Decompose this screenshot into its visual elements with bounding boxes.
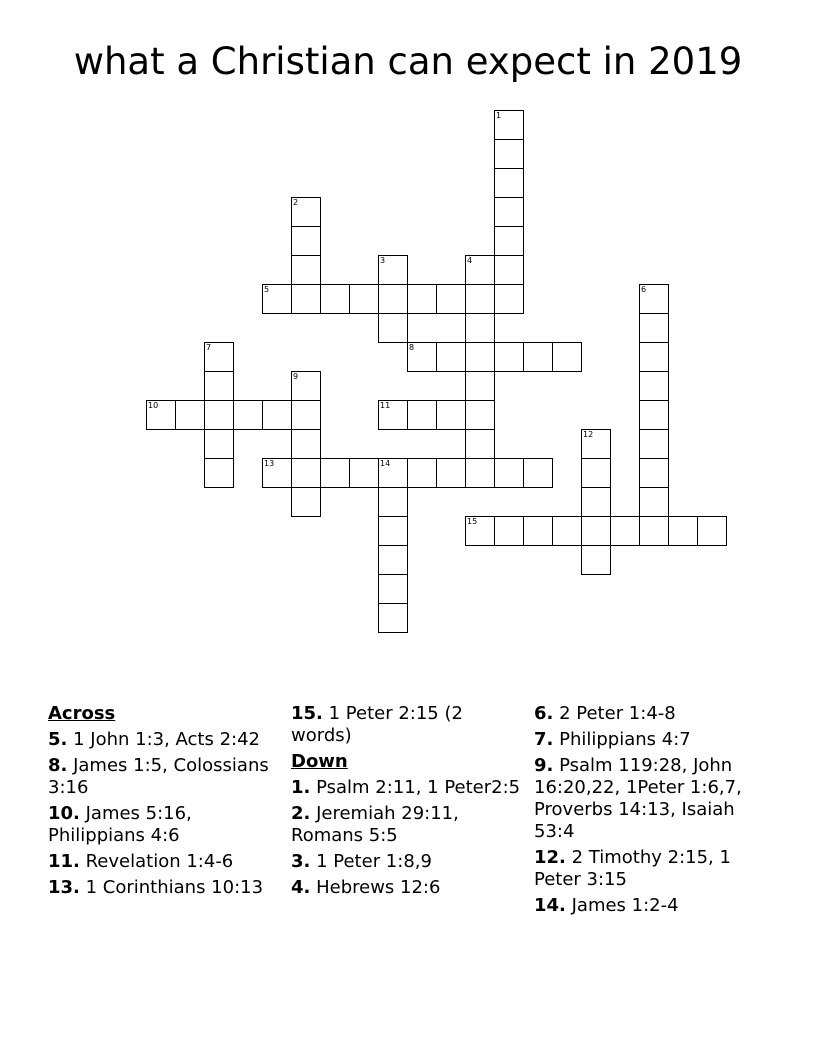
grid-cell[interactable] (378, 574, 408, 604)
clue-item (291, 877, 523, 899)
clue-item (48, 729, 280, 751)
clue-number-label: 6. (534, 703, 554, 724)
clue-number-label: 8. (48, 755, 68, 776)
grid-cell[interactable] (320, 284, 350, 314)
grid-cell[interactable] (262, 400, 292, 430)
grid-cell[interactable] (291, 429, 321, 459)
grid-cell[interactable] (291, 226, 321, 256)
grid-cell[interactable] (581, 516, 611, 546)
grid-cell[interactable] (291, 487, 321, 517)
clue-column-3 (534, 703, 766, 921)
clue-text: James 5:16, Philippians 4:6 (48, 803, 192, 846)
down-clues-continued (534, 703, 766, 917)
grid-cell[interactable] (668, 516, 698, 546)
clue-item (534, 895, 766, 917)
clue-number-label: 12. (534, 847, 566, 868)
clue-number: 14 (380, 459, 391, 468)
grid-cell[interactable] (465, 342, 495, 372)
clue-number: 15 (467, 517, 478, 526)
clue-text: Revelation 1:4-6 (79, 851, 234, 872)
grid-cell[interactable] (465, 371, 495, 401)
grid-cell[interactable] (378, 313, 408, 343)
clue-number-label: 4. (291, 877, 311, 898)
grid-cell-4[interactable] (465, 255, 495, 285)
grid-cell[interactable] (407, 284, 437, 314)
grid-cell[interactable] (523, 458, 553, 488)
clue-text: 2 Peter 1:4-8 (553, 703, 676, 724)
grid-cell-2[interactable] (291, 197, 321, 227)
grid-cell[interactable] (378, 545, 408, 575)
grid-cell[interactable] (494, 458, 524, 488)
clue-number: 9 (293, 372, 299, 381)
down-heading: Down (291, 751, 348, 772)
grid-cell[interactable] (494, 284, 524, 314)
clue-text: 2 Timothy 2:15, 1 Peter 3:15 (534, 847, 731, 890)
grid-cell[interactable] (639, 429, 669, 459)
clue-list (0, 703, 816, 1003)
grid-cell[interactable] (407, 400, 437, 430)
grid-cell[interactable] (581, 487, 611, 517)
clue-column-2 (291, 703, 523, 903)
clue-number: 7 (206, 343, 212, 352)
grid-cell[interactable] (378, 516, 408, 546)
grid-cell[interactable] (204, 458, 234, 488)
grid-cell[interactable] (436, 458, 466, 488)
grid-cell[interactable] (291, 284, 321, 314)
grid-cell-5[interactable] (262, 284, 292, 314)
clue-number: 2 (293, 198, 299, 207)
clue-item (48, 755, 280, 799)
clue-number-label: 2. (291, 803, 311, 824)
clue-number: 13 (264, 459, 275, 468)
grid-cell[interactable] (436, 284, 466, 314)
grid-cell[interactable] (378, 487, 408, 517)
clue-text: 1 Corinthians 10:13 (79, 877, 264, 898)
grid-cell[interactable] (581, 458, 611, 488)
clue-number: 1 (496, 111, 502, 120)
grid-cell[interactable] (552, 342, 582, 372)
grid-cell[interactable] (523, 342, 553, 372)
clue-text: 1 Peter 1:8,9 (310, 851, 432, 872)
grid-cell[interactable] (494, 197, 524, 227)
clue-item (48, 851, 280, 873)
grid-cell[interactable] (639, 342, 669, 372)
clue-number: 8 (409, 343, 415, 352)
clue-number-label: 11. (48, 851, 80, 872)
down-clues (291, 777, 523, 899)
grid-cell-8[interactable] (407, 342, 437, 372)
grid-cell[interactable] (639, 371, 669, 401)
clue-text: Psalm 2:11, 1 Peter2:5 (310, 777, 521, 798)
clue-number: 3 (380, 256, 386, 265)
grid-cell-13[interactable] (262, 458, 292, 488)
clue-number-label: 15. (291, 703, 323, 724)
grid-cell[interactable] (436, 342, 466, 372)
grid-cell[interactable] (378, 284, 408, 314)
grid-cell-3[interactable] (378, 255, 408, 285)
clue-number-label: 14. (534, 895, 566, 916)
clue-item (48, 803, 280, 847)
grid-cell[interactable] (697, 516, 727, 546)
grid-cell[interactable] (494, 168, 524, 198)
clue-number-label: 5. (48, 729, 68, 750)
grid-cell[interactable] (465, 313, 495, 343)
grid-cell[interactable] (639, 458, 669, 488)
grid-cell[interactable] (349, 458, 379, 488)
grid-cell-11[interactable] (378, 400, 408, 430)
clue-column-1 (48, 703, 280, 903)
grid-cell[interactable] (204, 400, 234, 430)
clue-number: 12 (583, 430, 594, 439)
grid-cell[interactable] (639, 487, 669, 517)
grid-cell[interactable] (523, 516, 553, 546)
clue-number: 6 (641, 285, 647, 294)
grid-cell-12[interactable] (581, 429, 611, 459)
clue-number-label: 10. (48, 803, 80, 824)
grid-cell[interactable] (175, 400, 205, 430)
clue-text: Philippians 4:7 (553, 729, 691, 750)
grid-cell[interactable] (320, 458, 350, 488)
clue-item (291, 851, 523, 873)
grid-cell[interactable] (494, 226, 524, 256)
clue-number: 10 (148, 401, 159, 410)
grid-cell[interactable] (378, 603, 408, 633)
grid-cell[interactable] (407, 458, 437, 488)
grid-cell[interactable] (204, 429, 234, 459)
grid-cell[interactable] (552, 516, 582, 546)
grid-cell-6[interactable] (639, 284, 669, 314)
clue-number: 11 (380, 401, 391, 410)
clue-number-label: 1. (291, 777, 311, 798)
grid-cell[interactable] (494, 255, 524, 285)
grid-cell[interactable] (639, 313, 669, 343)
clue-item (534, 729, 766, 751)
grid-cell[interactable] (581, 545, 611, 575)
clue-text: James 1:5, Colossians 3:16 (48, 755, 269, 798)
grid-cell-10[interactable] (146, 400, 176, 430)
across-heading: Across (48, 703, 116, 724)
clue-number-label: 13. (48, 877, 80, 898)
grid-cell-7[interactable] (204, 342, 234, 372)
grid-cell[interactable] (291, 458, 321, 488)
grid-cell[interactable] (233, 400, 263, 430)
clue-number-label: 3. (291, 851, 311, 872)
grid-cell-14[interactable] (378, 458, 408, 488)
clue-item (291, 803, 523, 847)
clue-text: James 1:2-4 (565, 895, 679, 916)
across-clues-continued (291, 703, 523, 747)
clue-item (291, 777, 523, 799)
clue-number: 5 (264, 285, 270, 294)
clue-text: 1 Peter 2:15 (2 words) (291, 703, 463, 746)
clue-item (291, 703, 523, 747)
clue-item (534, 703, 766, 725)
grid-cell[interactable] (494, 139, 524, 169)
clue-text: 1 John 1:3, Acts 2:42 (67, 729, 261, 750)
clue-item (534, 755, 766, 843)
grid-cell[interactable] (465, 429, 495, 459)
across-clues (48, 729, 280, 899)
grid-cell[interactable] (465, 400, 495, 430)
grid-cell[interactable] (639, 516, 669, 546)
grid-cell[interactable] (494, 342, 524, 372)
clue-item (534, 847, 766, 891)
clue-number-label: 9. (534, 755, 554, 776)
grid-cell[interactable] (204, 371, 234, 401)
grid-cell[interactable] (291, 255, 321, 285)
grid-cell[interactable] (465, 458, 495, 488)
grid-cell-1[interactable] (494, 110, 524, 140)
grid-cell[interactable] (349, 284, 379, 314)
grid-cell[interactable] (610, 516, 640, 546)
clue-text: Jeremiah 29:11, Romans 5:5 (291, 803, 459, 846)
clue-number-label: 7. (534, 729, 554, 750)
clue-text: Psalm 119:28, John 16:20,22, 1Peter 1:6,7, Proverbs 14:13, Isaiah 53:4 (534, 755, 742, 842)
grid-cell-9[interactable] (291, 371, 321, 401)
grid-cell[interactable] (494, 516, 524, 546)
puzzle-title: what a Christian can expect in 2019 (73, 40, 743, 83)
grid-cell[interactable] (465, 284, 495, 314)
grid-cell[interactable] (639, 400, 669, 430)
grid-cell-15[interactable] (465, 516, 495, 546)
grid-cell[interactable] (291, 400, 321, 430)
clue-text: Hebrews 12:6 (310, 877, 441, 898)
grid-cell[interactable] (436, 400, 466, 430)
clue-number: 4 (467, 256, 473, 265)
clue-item (48, 877, 280, 899)
